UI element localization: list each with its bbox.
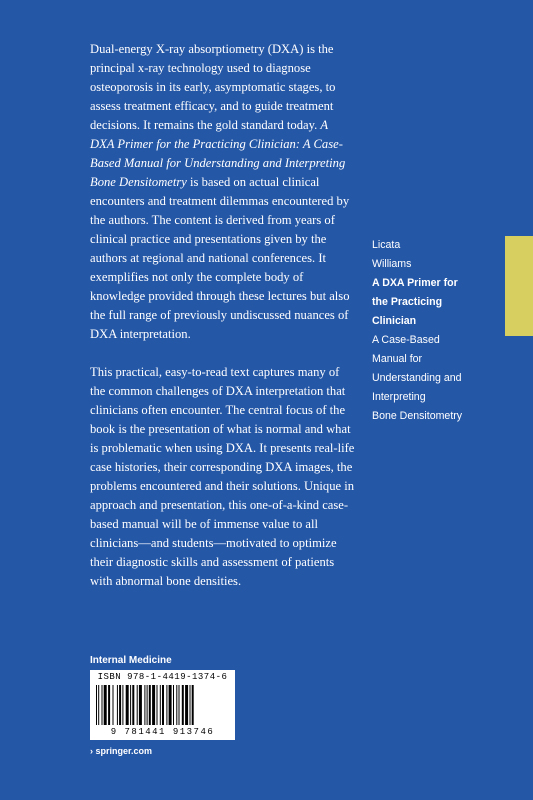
- title-line-1: A DXA Primer for: [372, 277, 458, 289]
- title-line-3: Clinician: [372, 315, 417, 327]
- title-line-2: the Practicing: [372, 296, 443, 308]
- barcode-bar: [173, 685, 174, 725]
- subtitle-line-5: Bone Densitometry: [372, 410, 463, 422]
- barcode-bar: [108, 685, 110, 725]
- blurb-p1-text-b: is based on actual clinical encounters and treatment dilemmas encountered by the authors. The content is derived from years of clinical practice and presentations given by the authors at regional and national conferences. It exemplifies not only the complete body of knowledge provided through these lectures but also the full range of previously undiscussed nuances of DXA interpretation.: [90, 175, 350, 341]
- blurb-p1-text-a: Dual-energy X-ray absorptiometry (DXA) is the principal x-ray technology used to diagnose osteoporosis in its early, asymptomatic stages, to assess treatment efficacy, and to guide treatment decisions. It remains the gold standard today.: [90, 42, 336, 132]
- barcode-bar: [190, 685, 191, 725]
- barcode-bar: [137, 685, 138, 725]
- accent-bar: [505, 236, 533, 336]
- barcode-bar: [126, 685, 129, 725]
- side-info-block: [372, 236, 512, 426]
- barcode-bar: [192, 685, 194, 725]
- barcode-bar: [139, 685, 142, 725]
- barcode-bar: [179, 685, 180, 725]
- barcode-bar: [98, 685, 99, 725]
- barcode-bar: [157, 685, 158, 725]
- barcode-bar: [96, 685, 97, 725]
- barcode-bar: [162, 685, 164, 725]
- subtitle-line-1: A Case-Based: [372, 334, 440, 346]
- barcode-bar: [130, 685, 131, 725]
- barcode-bar: [122, 685, 123, 725]
- barcode-bar: [119, 685, 121, 725]
- barcode-bar: [147, 685, 148, 725]
- barcode-digits: 9 781441 913746: [110, 727, 215, 737]
- back-cover-blurb: [90, 40, 355, 610]
- isbn-text: ISBN 978-1-4419-1374-6: [97, 672, 228, 682]
- series-label: Internal Medicine: [90, 655, 172, 666]
- barcode-bar: [104, 685, 107, 725]
- barcode-bar: [117, 685, 118, 725]
- barcode-bar: [113, 685, 114, 725]
- author-2: Williams: [372, 258, 412, 270]
- barcode-bar: [182, 685, 184, 725]
- barcode-bar: [102, 685, 103, 725]
- barcode-bar: [160, 685, 161, 725]
- barcode-bar: [152, 685, 155, 725]
- subtitle-line-2: Manual for: [372, 353, 423, 365]
- barcode: [90, 670, 235, 740]
- barcode-bar: [176, 685, 177, 725]
- barcode-bar: [166, 685, 167, 725]
- blurb-paragraph-2: This practical, easy-to-read text captures many of the common challenges of DXA interpretation that clinicians often encounter. The central focus of the book is the presentation of what is normal and what is problematic when using DXA. It presents real-life case histories, their corresponding DXA images, the problems encountered and their solutions. Unique in approach and presentation, this one-of-a-kind case-based manual will be of immense value to all clinicians—and students—motivated to optimize their diagnostic skills and assessment of patients with abnormal bone densities.: [90, 365, 355, 588]
- barcode-bar: [169, 685, 172, 725]
- barcode-bar: [185, 685, 188, 725]
- barcode-bar: [149, 685, 151, 725]
- subtitle-line-3: Understanding and: [372, 372, 462, 384]
- subtitle-line-4: Interpreting: [372, 391, 426, 403]
- barcode-bars: [96, 685, 229, 725]
- barcode-bar: [132, 685, 134, 725]
- blurb-paragraph-1: [90, 40, 355, 344]
- author-1: Licata: [372, 239, 401, 251]
- book-title-italic: A DXA Primer for the Practicing Clinician: A Case-Based Manual for Understanding and Interpreting Bone Densitometry: [90, 118, 346, 189]
- barcode-bar: [144, 685, 145, 725]
- publisher-url: › springer.com: [90, 746, 153, 756]
